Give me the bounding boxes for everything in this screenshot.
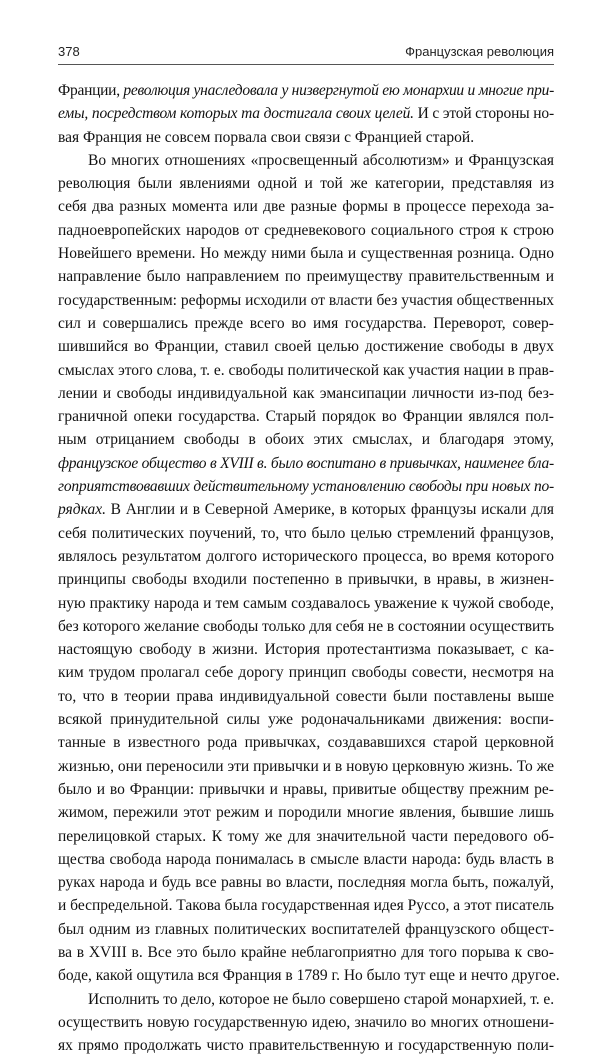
text-line: [58, 638, 554, 661]
text-line: [58, 801, 554, 824]
text-segment: Франции,: [58, 82, 124, 99]
text-line: [58, 825, 554, 848]
text-line: [58, 79, 554, 102]
text-segment: ва в XVIII в. Все это было крайне неблагоприятно для того порыва к сво-: [58, 943, 554, 961]
text-segment: направление было направлением по преимуществу правительственным и: [58, 268, 555, 286]
text-segment: щества свобода народа понималась в смысле власти народа: будь власть в: [58, 850, 554, 868]
text-line: [58, 498, 554, 521]
text-segment: являлось результатом долгого исторического процесса, во время которого: [58, 547, 555, 565]
italic-text-segment: рядках.: [58, 501, 106, 519]
text-segment: лении и свободы индивидуальной как эмансипации личности из-под без-: [58, 384, 554, 402]
text-segment: ях прямо продолжать чисто правительственную и государственную поли-: [58, 1037, 555, 1055]
text-line: [58, 941, 554, 964]
text-line: [58, 918, 554, 941]
text-line: [58, 219, 554, 242]
body-text: [58, 79, 560, 1057]
text-line: [58, 428, 554, 451]
text-segment: танные в известного рода привычках, создававшихся старой церковной: [58, 734, 554, 752]
text-line: [58, 778, 554, 801]
text-line: [58, 755, 554, 778]
text-segment: ким трудом пролагал себе дорогу принцип свободы совести, несмотря на: [58, 664, 554, 682]
text-segment: руках народа и будь все равны во власти, последняя могла быть, пожалуй,: [58, 874, 554, 892]
italic-text-segment: революция унаследовала у низвергнутой ею монархии и многие при-: [123, 82, 554, 99]
text-line: [58, 289, 554, 312]
text-line: [58, 615, 554, 638]
text-segment: осуществить новую государственную идею, значило во многих отношени-: [58, 1013, 554, 1031]
text-segment: был одним из главных политических воспитателей французского общест-: [58, 920, 554, 938]
text-line: [58, 1011, 554, 1034]
text-line: [58, 894, 554, 917]
text-segment: то, что в теории права индивидуальной совести были поставлены выше: [58, 687, 555, 705]
text-segment: Исполнить то дело, которое не было совершено старой монархией, т. е.: [88, 990, 554, 1008]
text-line: [58, 661, 554, 684]
header-rule: [58, 64, 554, 65]
page-number: 378: [58, 44, 80, 59]
text-segment: настоящую свободу в жизни. История протестантизма показывает, с ка-: [58, 641, 554, 659]
text-line: [58, 312, 554, 335]
text-line: [58, 102, 554, 125]
text-line: [58, 708, 554, 731]
italic-text-segment: емы, посредством которых та достигала своих целей.: [58, 105, 414, 123]
text-line: [58, 964, 560, 987]
text-segment: ную практику народа и тем самым создавалось уважение к чужой свободе,: [58, 594, 554, 612]
italic-text-segment: гоприятствовавших действительному установлению свободы при новых по-: [58, 478, 554, 496]
text-segment: Во многих отношениях «просвещенный абсолютизм» и Французская: [88, 151, 554, 169]
text-line: [58, 988, 554, 1011]
text-segment: всякой принудительной силы уже родоначальниками движения: воспи-: [58, 711, 554, 729]
text-line: [58, 848, 554, 871]
text-line: [58, 126, 554, 149]
text-segment: граничной опеки государства. Старый порядок во Франции являлся пол-: [58, 408, 554, 426]
text-segment: шившийся во Франции, ставил своей целью достижение свободы в двух: [58, 338, 554, 356]
text-line: [58, 335, 554, 358]
text-segment: без которого желание свободы только для себя не в состоянии осуществить: [58, 617, 555, 635]
text-segment: перелицовкой старых. К тому же для значительной части передового об-: [58, 827, 554, 845]
text-line: [58, 1034, 554, 1057]
text-line: [58, 242, 554, 265]
text-segment: боде, какой ощутила вся Франция в 1789 г. Но было тут еще и нечто другое.: [58, 967, 560, 985]
text-segment: ным отрицанием свободы в обоих этих смыслах, и благодаря этому,: [58, 431, 555, 449]
text-segment: смыслах этого слова, т. е. свободы политической как участия нации в прав-: [58, 361, 554, 379]
running-title: Французская революция: [405, 44, 554, 59]
text-line: [58, 265, 554, 288]
text-segment: было и во Франции: привычки и нравы, привитые обществу прежним ре-: [58, 780, 554, 798]
text-segment: себя политических поучений, то, что было целью стремлений французов,: [58, 524, 555, 542]
text-segment: государственным: реформы исходили от власти без участия общественных: [58, 291, 555, 309]
text-segment: вая Франция не совсем порвала свои связи с Францией старой.: [58, 128, 475, 146]
text-line: [58, 522, 554, 545]
text-segment: и беспредельной. Такова была государственная идея Руссо, а этот писатель: [58, 897, 554, 915]
text-line: [58, 871, 554, 894]
text-line: [58, 685, 554, 708]
text-segment: принципы свободы входили постепенно в привычки, в нравы, в жизнен-: [58, 571, 554, 589]
text-line: [58, 172, 554, 195]
text-segment: И с этой стороны но-: [413, 105, 554, 123]
text-segment: В Англии и в Северной Америке, в которых французы искали для: [105, 501, 555, 519]
text-segment: падноевропейских народов от средневекового социального строя к строю: [58, 221, 555, 239]
text-segment: сил и совершались прежде всего во имя государства. Переворот, совер-: [58, 314, 554, 332]
text-line: [58, 545, 554, 568]
italic-text-segment: французское общество в XVIII в. было воспитано в привычках, наименее бла-: [58, 454, 554, 472]
running-header: [58, 44, 554, 64]
text-line: [58, 731, 554, 754]
text-segment: революция были явлениями одной и той же категории, представляя из: [58, 175, 555, 193]
text-segment: жизнью, они переносили эти привычки и в новую церковную жизнь. То же: [58, 757, 555, 775]
text-line: [58, 475, 554, 498]
text-segment: Новейшего времени. Но между ними была и существенная розница. Одно: [58, 245, 555, 263]
text-line: [58, 405, 554, 428]
text-line: [58, 359, 554, 382]
text-line: [58, 592, 554, 615]
text-line: [58, 195, 554, 218]
text-segment: жимом, пережили этот режим и породили многие явления, бывшие лишь: [58, 804, 555, 822]
text-line: [58, 382, 554, 405]
text-line: [58, 568, 554, 591]
text-segment: себя два разных момента или две разные формы в процессе перехода за-: [58, 198, 555, 216]
text-line: [58, 452, 554, 475]
text-line: [58, 149, 554, 172]
